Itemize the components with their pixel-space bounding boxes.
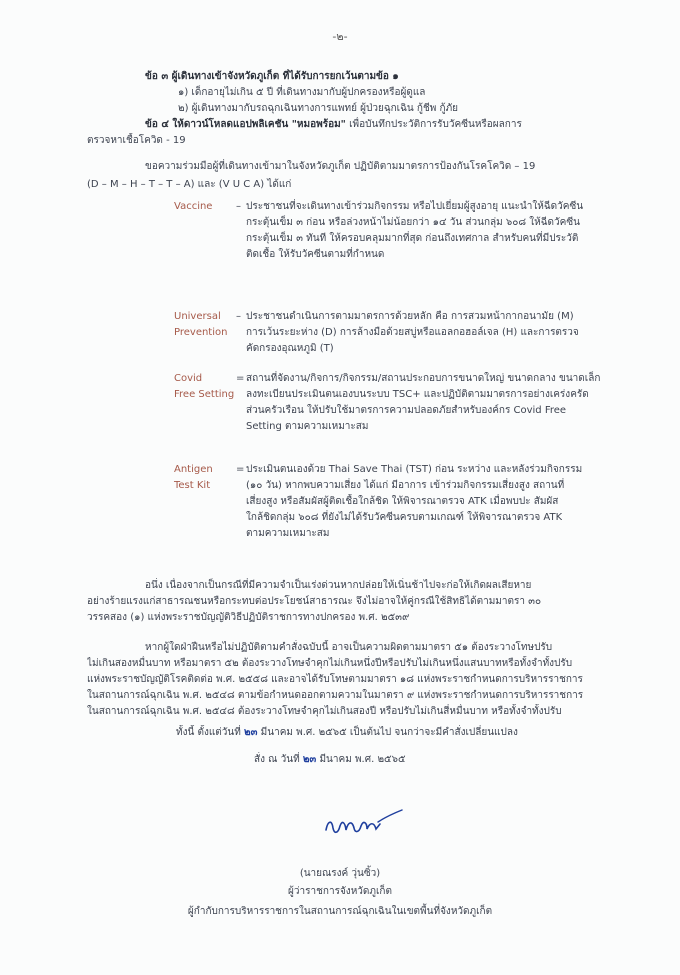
cooperation-line1: ขอความร่วมมือผู้ที่เดินทางเข้ามาในจังหวัดภูเก็ต ปฏิบัติตามมาตรการป้องกันโรคโควิด – 19 xyxy=(145,161,536,172)
effective-day: ๒๓ xyxy=(244,727,258,738)
vuca-label-vaccine: Vaccine xyxy=(174,201,213,212)
clause4-line1 xyxy=(145,117,645,132)
vuca-label-universal: Universal xyxy=(174,311,221,322)
emergency-line-1: อนึ่ง เนื่องจากเป็นกรณีที่มีความจำเป็นเร่งด่วนหากปล่อยให้เนิ่นช้าไปจะก่อให้เกิดผลเสียหาย xyxy=(145,580,532,591)
vuca-universal-line-1: ประชาชนดำเนินการตามมาตรการด้วยหลัก คือ การสวมหน้ากากอนามัย (M) xyxy=(246,311,574,322)
effective-post: มีนาคม พ.ศ. ๒๕๖๕ เป็นต้นไป จนกว่าจะมีคำสั่งเปลี่ยนแปลง xyxy=(257,727,518,738)
signatory-title-1: ผู้ว่าราชการจังหวัดภูเก็ต xyxy=(288,886,392,897)
vuca-label-covid: Covid xyxy=(174,373,203,384)
vuca-antigen-line-2: (๑๐ วัน) หากพบความเสี่ยง ได้แก่ มีอาการ เข้าร่วมกิจกรรมเสี่ยงสูง สถานที่ xyxy=(246,480,565,491)
cooperation-line2: (D – M – H – T – T – A) และ (V U C A) ได้แก่ xyxy=(87,179,292,190)
clause4-line2: ตรวจหาเชื้อโควิด - 19 xyxy=(87,135,186,146)
vuca-universal-line-3: คัดกรองอุณหภูมิ (T) xyxy=(246,343,334,354)
clause4-bold: ข้อ ๔ ให้ดาวน์โหลดแอปพลิเคชัน "หมอพร้อม" xyxy=(145,119,346,130)
vuca-universal-line-2: การเว้นระยะห่าง (D) การล้างมือด้วยสบู่หรือแอลกอฮอล์เจล (H) และการตรวจ xyxy=(246,327,579,338)
vuca-sep-vaccine: – xyxy=(236,201,241,212)
penalty-line-2: ไม่เกินสองหมื่นบาท หรือมาตรา ๕๒ ต้องระวางโทษจำคุกไม่เกินหนึ่งปีหรือปรับไม่เกินหนึ่งแสนบาทหรือทั้งจำทั้งปรับ xyxy=(87,658,573,669)
vuca-vaccine-line-4: ติดเชื้อ ให้รับวัคซีนตามที่กำหนด xyxy=(246,249,385,260)
vuca-covid-line-4: Setting ตามความเหมาะสม xyxy=(246,421,369,432)
signatory-name: (นายณรงค์ วุ่นซิ้ว) xyxy=(299,868,381,879)
signatory-title-2: ผู้กำกับการบริหารราชการในสถานการณ์ฉุกเฉินในเขตพื้นที่จังหวัดภูเก็ต xyxy=(187,906,493,917)
effective-pre: ทั้งนี้ ตั้งแต่วันที่ xyxy=(176,727,245,738)
penalty-line-1: หากผู้ใดฝ่าฝืนหรือไม่ปฏิบัติตามคำสั่งฉบับนี้ อาจเป็นความผิดตามมาตรา ๕๑ ต้องระวางโทษปรับ xyxy=(145,642,553,653)
vuca-label-test-kit: Test Kit xyxy=(174,480,211,491)
vuca-vaccine-line-2: กระตุ้นเข็ม ๓ ก่อน หรือล่วงหน้าไม่น้อยกว่า ๑๔ วัน ส่วนกลุ่ม ๖๐๘ ให้ฉีดวัคซีน xyxy=(246,217,580,228)
clause4-rest: เพื่อบันทึกประวัติการรับวัคซีนหรือผลการ xyxy=(345,119,522,130)
emergency-line-2: อย่างร้ายแรงแก่สาธารณชนหรือกระทบต่อประโยชน์สาธารณะ จึงไม่อาจให้คู่กรณีใช้สิทธิได้ตามมาตรา ๓๐ xyxy=(87,596,542,607)
clause3-title: ข้อ ๓ ผู้เดินทางเข้าจังหวัดภูเก็ต ที่ได้รับการยกเว้นตามข้อ ๑ xyxy=(145,71,399,82)
emergency-line-3: วรรคสอง (๑) แห่งพระราชบัญญัติวิธีปฏิบัติราชการทางปกครอง พ.ศ. ๒๕๓๙ xyxy=(87,612,410,623)
order-date-line xyxy=(254,752,406,767)
vuca-covid-line-2: ลงทะเบียนประเมินตนเองบนระบบ TSC+ และปฏิบัติตามมาตรการอย่างเคร่งครัด xyxy=(246,389,589,400)
vuca-label-prevention: Prevention xyxy=(174,327,228,338)
vuca-antigen-line-4: ใกล้ชิดกลุ่ม ๖๐๘ ที่ยังไม่ได้รับวัคซีนครบตามเกณฑ์ ให้พิจารณาตรวจ ATK xyxy=(246,512,563,523)
handwritten-signature xyxy=(318,808,408,842)
penalty-line-5: ในสถานการณ์ฉุกเฉิน พ.ศ. ๒๕๔๘ ต้องระวางโทษจำคุกไม่เกินสองปี หรือปรับไม่เกินสี่หมื่นบาท หรือทั้งจำทั้งปรับ xyxy=(87,706,562,717)
vuca-sep-covid: = xyxy=(236,373,245,384)
vuca-antigen-line-5: ตามความเหมาะสม xyxy=(246,528,330,539)
penalty-line-3: แห่งพระราชบัญญัติโรคติดต่อ พ.ศ. ๒๕๕๘ และอาจได้รับโทษตามมาตรา ๑๘ แห่งพระราชกำหนดการบริหารราชการ xyxy=(87,674,583,685)
page-number: -๒- xyxy=(332,30,348,43)
effective-date-line xyxy=(176,725,518,740)
vuca-antigen-line-1: ประเมินตนเองด้วย Thai Save Thai (TST) ก่อน ระหว่าง และหลังร่วมกิจกรรม xyxy=(246,464,583,475)
vuca-sep-universal: – xyxy=(236,311,241,322)
order-date-pre: สั่ง ณ วันที่ xyxy=(254,754,303,765)
order-date-day: ๒๓ xyxy=(302,754,317,765)
vuca-vaccine-line-1: ประชาชนที่จะเดินทางเข้าร่วมกิจกรรม หรือไปเยี่ยมผู้สูงอายุ แนะนำให้ฉีดวัคซีน xyxy=(246,201,584,212)
vuca-covid-line-1: สถานที่จัดงาน/กิจการ/กิจกรรม/สถานประกอบการขนาดใหญ่ ขนาดกลาง ขนาดเล็ก xyxy=(246,373,601,384)
vuca-label-antigen: Antigen xyxy=(174,464,213,475)
vuca-vaccine-line-3: กระตุ้นเข็ม ๓ ทันที ให้ครอบคลุมมากที่สุด ก่อนถึงเทศกาล สำหรับคนที่มีประวัติ xyxy=(246,233,579,244)
vuca-label-free-setting: Free Setting xyxy=(174,389,235,400)
penalty-line-4: ในสถานการณ์ฉุกเฉิน พ.ศ. ๒๕๔๘ ตามข้อกำหนดออกตามความในมาตรา ๙ แห่งพระราชกำหนดการบริหารราชการ xyxy=(87,690,584,701)
vuca-antigen-line-3: เสี่ยงสูง หรือสัมผัสผู้ติดเชื้อใกล้ชิด ให้พิจารณาตรวจ ATK เมื่อพบปะ สัมผัส xyxy=(246,496,559,507)
vuca-covid-line-3: ส่วนครัวเรือน ให้ปรับใช้มาตรการความปลอดภัยสำหรับองค์กร Covid Free xyxy=(246,405,567,416)
order-date-post: มีนาคม พ.ศ. ๒๕๖๕ xyxy=(316,754,406,765)
clause3-item-1: ๑) เด็กอายุไม่เกิน ๕ ปี ที่เดินทางมากับผู้ปกครองหรือผู้ดูแล xyxy=(178,87,426,98)
clause3-item-2: ๒) ผู้เดินทางมากับรถฉุกเฉินทางการแพทย์ ผู้ป่วยฉุกเฉิน กู้ชีพ กู้ภัย xyxy=(178,103,459,114)
vuca-sep-antigen: = xyxy=(236,464,245,475)
